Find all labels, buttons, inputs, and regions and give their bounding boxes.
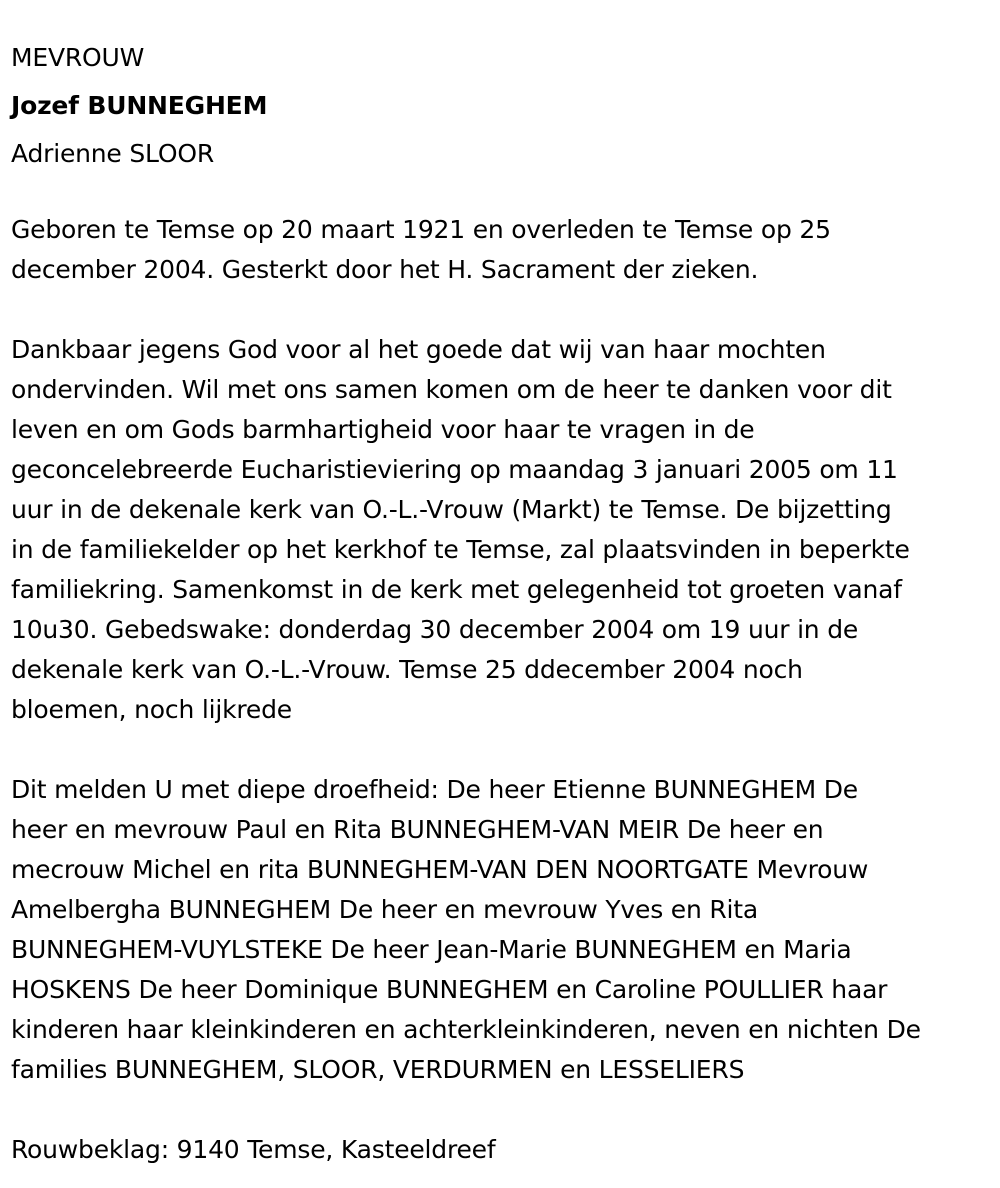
paragraph-line: HOSKENS De heer Dominique BUNNEGHEM en Caroline POULLIER haar: [11, 975, 888, 1004]
paragraph-line: Dankbaar jegens God voor al het goede dat wij van haar mochten: [11, 335, 826, 364]
paragraph-line: Geboren te Temse op 20 maart 1921 en overleden te Temse op 25: [11, 215, 831, 244]
paragraph-line: uur in de dekenale kerk van O.-L.-Vrouw (Markt) te Temse. De bijzetting: [11, 495, 892, 524]
paragraph-line: ondervinden. Wil met ons samen komen om de heer te danken voor dit: [11, 375, 892, 404]
paragraph-line: december 2004. Gesterkt door het H. Sacrament der zieken.: [11, 255, 759, 284]
paragraph-line: Dit melden U met diepe droefheid: De heer Etienne BUNNEGHEM De: [11, 775, 858, 804]
paragraph-line: kinderen haar kleinkinderen en achterkleinkinderen, neven en nichten De: [11, 1015, 921, 1044]
paragraph-line: geconcelebreerde Eucharistieviering op maandag 3 januari 2005 om 11: [11, 455, 898, 484]
obituary-notice: [11, 34, 991, 1170]
paragraph-line: 10u30. Gebedswake: donderdag 30 december 2004 om 19 uur in de: [11, 615, 859, 644]
paragraph-line: bloemen, noch lijkrede: [11, 695, 292, 724]
paragraph-line: Amelbergha BUNNEGHEM De heer en mevrouw Yves en Rita: [11, 895, 758, 924]
honorific-label: MEVROUW: [11, 43, 145, 72]
ceremony-paragraph: [11, 330, 991, 730]
paragraph-line: heer en mevrouw Paul en Rita BUNNEGHEM-VAN MEIR De heer en: [11, 815, 824, 844]
paragraph-line: dekenale kerk van O.-L.-Vrouw. Temse 25 ddecember 2004 noch: [11, 655, 803, 684]
spouse-name: Adrienne SLOOR: [11, 139, 214, 168]
condolence-address: Rouwbeklag: 9140 Temse, Kasteeldreef: [11, 1135, 496, 1164]
paragraph-line: mecrouw Michel en rita BUNNEGHEM-VAN DEN NOORTGATE Mevrouw: [11, 855, 869, 884]
paragraph-line: leven en om Gods barmhartigheid voor haar te vragen in de: [11, 415, 755, 444]
paragraph-line: BUNNEGHEM-VUYLSTEKE De heer Jean-Marie BUNNEGHEM en Maria: [11, 935, 852, 964]
paragraph-line: families BUNNEGHEM, SLOOR, VERDURMEN en LESSELIERS: [11, 1055, 745, 1084]
birth-death-paragraph: [11, 210, 991, 290]
paragraph-line: familiekring. Samenkomst in de kerk met gelegenheid tot groeten vanaf: [11, 575, 902, 604]
deceased-name: Jozef BUNNEGHEM: [11, 91, 268, 120]
family-paragraph: [11, 770, 991, 1090]
paragraph-line: in de familiekelder op het kerkhof te Temse, zal plaatsvinden in beperkte: [11, 535, 910, 564]
condolence-paragraph: [11, 1130, 991, 1170]
